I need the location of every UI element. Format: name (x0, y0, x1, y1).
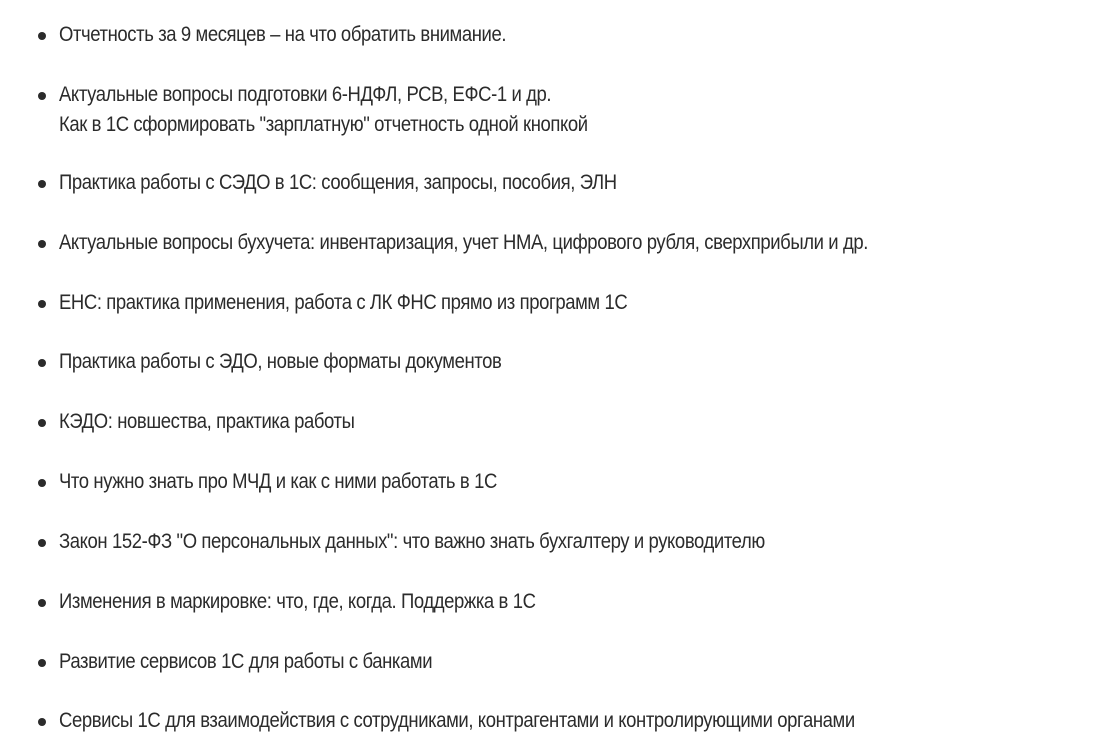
list-item-line: КЭДО: новшества, практика работы (59, 410, 355, 433)
bullet-icon (38, 479, 46, 487)
list-item-text (59, 587, 536, 617)
bullet-icon (38, 300, 46, 308)
list-item-line: Актуальные вопросы подготовки 6-НДФЛ, РСВ, ЕФС-1 и др. (59, 83, 552, 106)
bullet-icon (38, 539, 46, 547)
list-item-text (59, 527, 765, 557)
list-item-line: Закон 152-ФЗ "О персональных данных": что важно знать бухгалтеру и руководителю (59, 530, 765, 553)
list-item-line: Как в 1С сформировать "зарплатную" отчетность одной кнопкой (59, 113, 588, 136)
bullet-icon (38, 180, 46, 188)
bullet-icon (38, 419, 46, 427)
list-item-text (59, 347, 501, 377)
bullet-icon (38, 659, 46, 667)
list-item-text (59, 228, 868, 258)
list-item-line: Отчетность за 9 месяцев – на что обратить внимание. (59, 23, 507, 46)
bullet-icon (38, 92, 46, 100)
list-item-text (59, 467, 497, 497)
list-item-text (59, 706, 855, 736)
list-item-line: Сервисы 1С для взаимодействия с сотрудниками, контрагентами и контролирующими органами (59, 709, 855, 732)
list-item-text (59, 647, 432, 677)
list-item-line: Актуальные вопросы бухучета: инвентаризация, учет НМА, цифрового рубля, сверхприбыли и др. (59, 231, 868, 254)
list-item-line: Изменения в маркировке: что, где, когда. Поддержка в 1С (59, 590, 536, 613)
list-item-line: Практика работы с СЭДО в 1С: сообщения, запросы, пособия, ЭЛН (59, 171, 617, 194)
bullet-icon (38, 32, 46, 40)
list-item-text (59, 20, 506, 50)
list-item-text (59, 168, 617, 198)
bullet-icon (38, 718, 46, 726)
bullet-icon (38, 599, 46, 607)
list-item-text (59, 407, 354, 437)
list-item-line: Развитие сервисов 1С для работы с банками (59, 650, 433, 673)
bullet-icon (38, 240, 46, 248)
list-item-line: ЕНС: практика применения, работа с ЛК ФНС прямо из программ 1С (59, 291, 628, 314)
list-item-text (59, 288, 627, 318)
list-item-line: Практика работы с ЭДО, новые форматы документов (59, 350, 502, 373)
list-item-text (59, 80, 588, 140)
list-item-line: Что нужно знать про МЧД и как с ними работать в 1С (59, 470, 497, 493)
bullet-icon (38, 359, 46, 367)
